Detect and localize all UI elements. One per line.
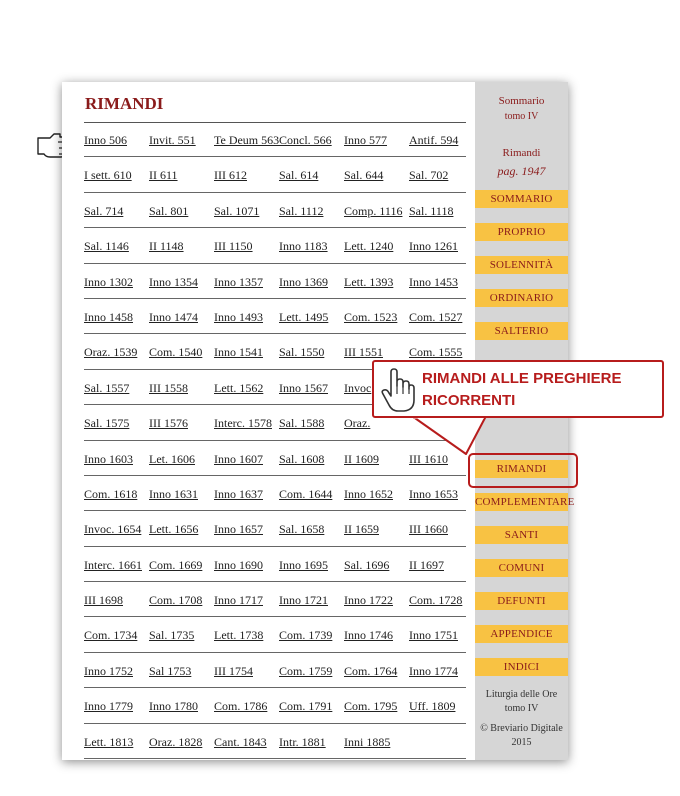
reference-link[interactable]: Inno 1717 — [214, 593, 263, 608]
reference-link[interactable]: Sal. 1112 — [279, 203, 324, 218]
table-row — [84, 617, 466, 652]
sidebar-rimandi-label: Rimandi — [502, 147, 541, 159]
reference-link[interactable]: Com. 1523 — [344, 309, 398, 324]
reference-link[interactable]: Lett. 1813 — [84, 734, 134, 749]
reference-link[interactable]: III 1576 — [149, 416, 188, 431]
table-row — [84, 157, 466, 192]
reference-link[interactable]: Sal. 1550 — [279, 345, 325, 360]
reference-link[interactable]: Invoc. 1654 — [84, 522, 142, 537]
reference-link[interactable]: Inno 1695 — [279, 557, 328, 572]
nav-button-rimandi[interactable]: RIMANDI — [475, 460, 568, 478]
sidebar-page-number: pag. 1947 — [497, 164, 546, 178]
reference-link[interactable]: Lett. 1656 — [149, 522, 199, 537]
table-row — [84, 476, 466, 511]
reference-link[interactable]: Sal. 1608 — [279, 451, 325, 466]
reference-link[interactable]: Com. 1739 — [279, 628, 333, 643]
reference-link[interactable]: III 1610 — [409, 451, 448, 466]
reference-link[interactable]: Inno 1567 — [279, 380, 328, 395]
reference-link[interactable]: Inno 1493 — [214, 309, 263, 324]
reference-link[interactable]: II 611 — [149, 168, 178, 183]
reference-link[interactable]: Intr. 1881 — [279, 734, 326, 749]
reference-link[interactable]: Sal. 714 — [84, 203, 124, 218]
reference-link[interactable]: Uff. 1809 — [409, 699, 456, 714]
nav-button-salterio[interactable]: SALTERIO — [475, 322, 568, 340]
reference-link[interactable]: III 1150 — [214, 239, 253, 254]
sidebar-footer-tomo: tomo IV — [504, 703, 539, 714]
reference-link[interactable]: Inno 1603 — [84, 451, 133, 466]
callout-line-1: RIMANDI ALLE PREGHIERE — [422, 370, 622, 387]
reference-link[interactable]: Inno 1779 — [84, 699, 133, 714]
reference-link[interactable]: Lett. 1240 — [344, 239, 394, 254]
reference-link[interactable]: I sett. 610 — [84, 168, 132, 183]
reference-link[interactable]: Inno 577 — [344, 133, 387, 147]
reference-link[interactable]: Invoc — [344, 380, 372, 395]
reference-link[interactable]: Invit. 551 — [149, 133, 196, 147]
reference-link[interactable]: Sal. 801 — [149, 203, 189, 218]
callout-pointer — [410, 414, 500, 456]
table-row — [84, 653, 466, 688]
reference-link[interactable]: Inno 1631 — [149, 486, 198, 501]
reference-link[interactable]: Sal. 644 — [344, 168, 384, 183]
sidebar-footer-title: Liturgia delle Ore — [485, 689, 558, 700]
reference-link[interactable]: Oraz. 1828 — [149, 734, 203, 749]
nav-button-appendice[interactable]: APPENDICE — [475, 625, 568, 643]
reference-link[interactable]: III 1698 — [84, 593, 123, 608]
reference-link[interactable]: Inno 1653 — [409, 486, 458, 501]
reference-link[interactable]: Sal. 614 — [279, 168, 319, 183]
table-row — [84, 547, 466, 582]
reference-link[interactable]: Sal. 1696 — [344, 557, 390, 572]
reference-link[interactable]: Lett. 1562 — [214, 380, 264, 395]
table-row — [84, 264, 466, 299]
reference-link[interactable]: Com. 1644 — [279, 486, 333, 501]
reference-link[interactable]: Inno 1474 — [149, 309, 198, 324]
reference-link[interactable]: Concl. 566 — [279, 133, 332, 147]
reference-link[interactable]: III 1660 — [409, 522, 448, 537]
reference-link[interactable]: Com. 1708 — [149, 593, 203, 608]
reference-link[interactable]: Inno 1453 — [409, 274, 458, 289]
reference-link[interactable]: Sal 1753 — [149, 663, 192, 678]
reference-link[interactable]: Sal. 1588 — [279, 416, 325, 431]
reference-link[interactable]: II 1609 — [344, 451, 379, 466]
nav-button-comuni[interactable]: COMUNI — [475, 559, 568, 577]
nav-button-indici[interactable]: INDICI — [475, 658, 568, 676]
reference-link[interactable]: Inno 1722 — [344, 593, 393, 608]
table-row — [84, 724, 466, 759]
page-title: RIMANDI — [85, 94, 164, 113]
table-row — [84, 441, 466, 476]
reference-link[interactable]: Inno 1780 — [149, 699, 198, 714]
rimandi-highlight — [468, 453, 578, 488]
sidebar-sommario-label[interactable]: Sommario — [498, 95, 545, 107]
reference-link[interactable]: Com. 1791 — [279, 699, 333, 714]
reference-link[interactable]: II 1659 — [344, 522, 379, 537]
reference-link[interactable]: II 1148 — [149, 239, 184, 254]
reference-link[interactable]: Cant. 1843 — [214, 734, 267, 749]
reference-link[interactable]: Inno 1752 — [84, 663, 133, 678]
nav-button-complementare[interactable]: COMPLEMENTARE — [475, 493, 568, 511]
reference-link[interactable]: Oraz. 1539 — [84, 345, 138, 360]
reference-link[interactable]: Sal. 1735 — [149, 628, 195, 643]
reference-link[interactable]: Inno 1751 — [409, 628, 458, 643]
reference-link[interactable]: Sal. 1658 — [279, 522, 325, 537]
table-row — [84, 299, 466, 334]
reference-link[interactable]: Inno 1652 — [344, 486, 393, 501]
nav-button-ordinario[interactable]: ORDINARIO — [475, 289, 568, 307]
reference-link[interactable]: Let. 1606 — [149, 451, 195, 466]
reference-link[interactable]: Com. 1618 — [84, 486, 138, 501]
table-row — [84, 511, 466, 546]
reference-link[interactable]: Inno 1774 — [409, 663, 458, 678]
reference-link[interactable]: III 1551 — [344, 345, 383, 360]
reference-link[interactable]: Inno 1354 — [149, 274, 198, 289]
reference-link[interactable]: III 1754 — [214, 663, 253, 678]
callout-line-2: RICORRENTI — [422, 392, 516, 409]
reference-link[interactable]: Sal. 1071 — [214, 203, 260, 218]
table-row — [84, 228, 466, 263]
table-row — [84, 688, 466, 723]
reference-link[interactable]: Inno 1302 — [84, 274, 133, 289]
reference-link[interactable]: Com. 1527 — [409, 309, 463, 324]
sidebar-footer-copyright: © Breviario Digitale — [480, 723, 563, 734]
reference-link[interactable]: Antif. 594 — [409, 133, 459, 147]
reference-link[interactable]: Inno 1541 — [214, 345, 263, 360]
nav-button-santi[interactable]: SANTI — [475, 526, 568, 544]
references-table — [84, 122, 466, 759]
reference-link[interactable]: Inno 506 — [84, 133, 127, 147]
nav-button-sommario[interactable]: SOMMARIO — [475, 190, 568, 208]
table-row — [84, 582, 466, 617]
nav-button-proprio[interactable]: PROPRIO — [475, 223, 568, 241]
hand-cursor-icon — [380, 366, 416, 414]
reference-link[interactable]: Sal. 1557 — [84, 380, 130, 395]
reference-link[interactable]: Inni 1885 — [344, 734, 391, 749]
table-row — [84, 122, 466, 157]
sidebar-footer-year: 2015 — [511, 737, 532, 748]
reference-link[interactable]: Comp. 1116 — [344, 203, 403, 218]
reference-link[interactable]: Inno 1607 — [214, 451, 263, 466]
reference-link[interactable]: Sal. 1575 — [84, 416, 130, 431]
reference-link[interactable]: III 1558 — [149, 380, 188, 395]
reference-link[interactable]: Inno 1690 — [214, 557, 263, 572]
nav-button-defunti[interactable]: DEFUNTI — [475, 592, 568, 610]
reference-link[interactable]: Com. 1669 — [149, 557, 203, 572]
reference-link[interactable]: Te Deum 563 — [214, 133, 280, 147]
sidebar-tomo-label: tomo IV — [504, 111, 539, 122]
reference-link[interactable]: Interc. 1661 — [84, 557, 142, 572]
reference-link[interactable]: Inno 1458 — [84, 309, 133, 324]
reference-link[interactable]: Inno 1637 — [214, 486, 263, 501]
reference-link[interactable]: Inno 1369 — [279, 274, 328, 289]
reference-link[interactable]: Inno 1721 — [279, 593, 328, 608]
reference-link[interactable]: Inno 1183 — [279, 239, 328, 254]
reference-link[interactable]: Oraz. — [344, 416, 371, 431]
reference-link[interactable]: Inno 1657 — [214, 522, 263, 537]
reference-link[interactable]: Sal. 1146 — [84, 239, 129, 254]
reference-link[interactable]: Inno 1261 — [409, 239, 458, 254]
reference-link[interactable]: Lett. 1495 — [279, 309, 329, 324]
reference-link[interactable]: Com. 1759 — [279, 663, 333, 678]
reference-link[interactable]: Com. 1728 — [409, 593, 463, 608]
reference-link[interactable]: Com. 1734 — [84, 628, 138, 643]
reference-link[interactable]: Com. 1786 — [214, 699, 268, 714]
reference-link[interactable]: Lett. 1393 — [344, 274, 394, 289]
reference-link[interactable]: Com. 1795 — [344, 699, 398, 714]
reference-link[interactable]: Com. 1764 — [344, 663, 398, 678]
callout-box — [372, 360, 664, 418]
table-row — [84, 193, 466, 228]
nav-button-solennit[interactable]: SOLENNITÀ — [475, 256, 568, 274]
reference-link[interactable]: Interc. 1578 — [214, 416, 272, 431]
reference-link[interactable]: Inno 1746 — [344, 628, 393, 643]
reference-link[interactable]: Sal. 1118 — [409, 203, 454, 218]
reference-link[interactable]: Com. 1540 — [149, 345, 203, 360]
reference-link[interactable]: Com. 1555 — [409, 345, 463, 360]
reference-link[interactable]: III 612 — [214, 168, 247, 183]
reference-link[interactable]: Sal. 702 — [409, 168, 449, 183]
reference-link[interactable]: II 1697 — [409, 557, 444, 572]
reference-link[interactable]: Lett. 1738 — [214, 628, 264, 643]
reference-link[interactable]: Inno 1357 — [214, 274, 263, 289]
